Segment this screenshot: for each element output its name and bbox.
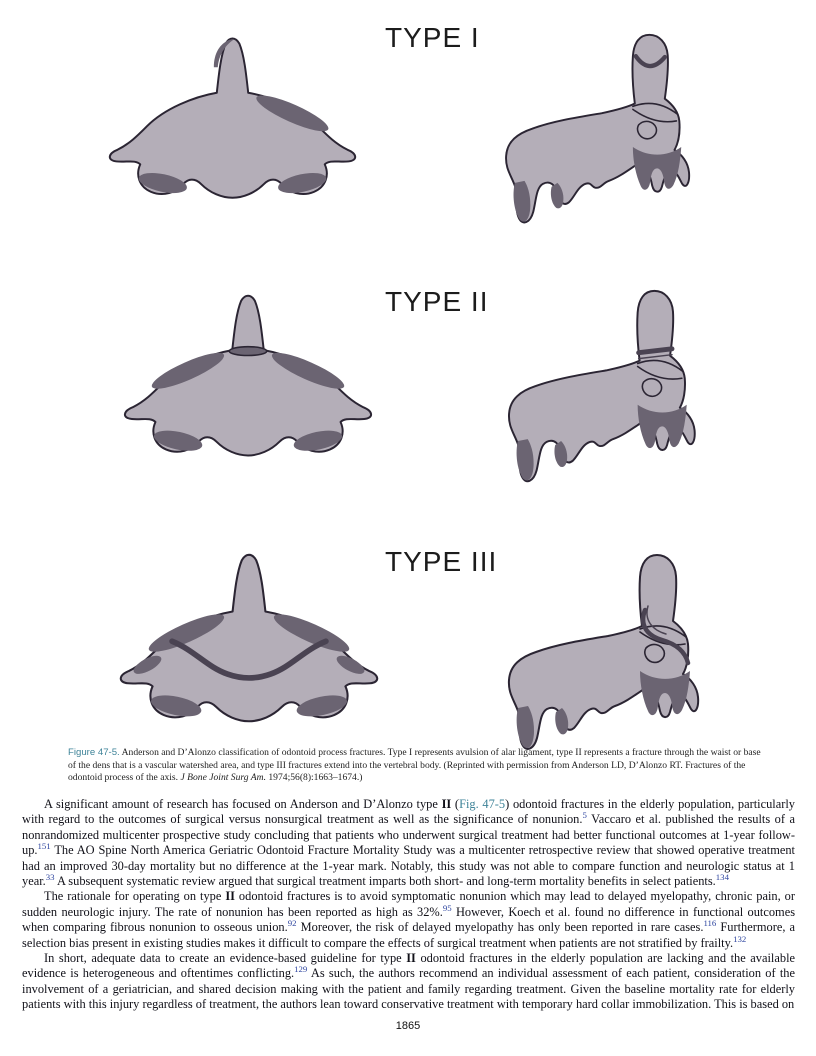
text-segment: odontoid fractures is to avoid symptomatic nonunion which may lead to delayed myelopathy, chronic pain, or sudden neurologic injury. The rate of nonunion has been reported as high as 32%. [22,889,796,919]
reference-superscript-link[interactable]: 95 [442,902,452,913]
type-ii-anterior-view-illustration [112,293,384,485]
text-segment: J Bone Joint Surg Am. [180,772,266,783]
text-segment: The AO Spine North America Geriatric Odontoid Fracture Mortality Study was a multicenter retrospective review that showed operative treatment had an improved 30-day mortality but no difference at the 1-year mark. Notably, this study was not able to compare function and neurologic status at 1 year. [22,843,795,889]
text-segment: odontoid fractures in the elderly population are lacking and the available evidence is heterogeneous and oftentimes conflicting. [22,951,796,981]
text-segment: II [225,889,235,904]
text-segment: ( [451,797,460,811]
text-segment: ) odontoid fractures in the elderly population, particularly with regard to the outcomes of surgical versus nonsurgical treatment as well as the significance of nonunion. [22,797,796,827]
text-segment: II [441,797,452,811]
text-segment: II [406,951,416,966]
text-segment: Furthermore, a selection bias present in existing studies makes it difficult to compare the effects of surgical treatment when patients are not stratified by frailty. [22,920,796,950]
reference-superscript-link[interactable]: 134 [715,871,729,882]
type-i-anterior-view-illustration [100,33,365,230]
paragraph [22,797,795,889]
reference-superscript-link[interactable]: 92 [287,918,297,929]
type-ii-heading: TYPE II [385,286,489,317]
text-segment: However, Koech et al. found no difference in functional outcomes when comparing fibrous nonunion to osseous union. [22,904,796,935]
type-iii-anterior-view-illustration [98,552,400,752]
reference-superscript-link[interactable]: 33 [45,871,55,882]
text-segment: A significant amount of research has focused on Anderson and D’Alonzo type [44,797,442,811]
text-segment: Vaccaro et al. published the results of a nonrandomized multicenter prospective study concluding that patients who underwent surgical treatment had better functional outcomes at 1-year follow-up. [22,812,795,858]
reference-superscript-link[interactable]: 151 [37,841,51,852]
reference-superscript-link[interactable]: 129 [294,964,308,975]
type-i-heading: TYPE I [385,22,480,53]
paragraph [22,889,795,951]
text-segment: Anderson and D’Alonzo classification of odontoid process fractures. Type I represents avulsion of alar ligament, type II represents a fracture through the waist or base of the dens that is a vascular watershed area, and type III fractures extend into the vertebral body. (Reprinted with permission from Anderson LD, D’Alonzo RT. Fractures of the odontoid process of the axis. [68,747,761,783]
reference-superscript-link[interactable]: 5 [582,810,587,821]
reference-superscript-link[interactable]: 132 [733,933,747,944]
text-segment: 1974;56(8):1663–1674.) [265,772,363,783]
type-iii-heading: TYPE III [385,546,498,577]
figure-cross-reference-link[interactable]: Fig. 47-5 [459,797,506,811]
text-segment: In short, adequate data to create an evidence-based guideline for type [44,951,407,966]
page-number: 1865 [395,1020,421,1032]
figure-caption [68,747,768,785]
type-ii-lateral-view-illustration [495,286,743,497]
text-segment: The rationale for operating on type [44,889,226,904]
figure-cross-reference-link[interactable]: Figure 47-5. [68,747,120,758]
text-segment: Moreover, the risk of delayed myelopathy has only been reported in rare cases. [296,920,704,935]
body-text [22,797,795,1013]
type-iii-lateral-view-illustration [477,550,765,765]
type-ii-base-fracture-band [229,347,266,356]
text-segment: A subsequent systematic review argued that surgical treatment imparts both short- and long-term mortality benefits in select patients. [54,874,716,889]
paragraph [22,951,795,1013]
text-segment: As such, the authors recommend an individual assessment of each patient, consideration of the involvement of a geriatrician, and shared decision making with the patient and family regarding treatment. Given the baseline mortality rate for elderly patients with this injury regardless of treatment, the authors lean toward conservative treatment with temporary hard collar immobilization. This is based on [22,966,796,1012]
reference-superscript-link[interactable]: 116 [703,918,717,929]
type-i-lateral-view-illustration [492,30,737,238]
